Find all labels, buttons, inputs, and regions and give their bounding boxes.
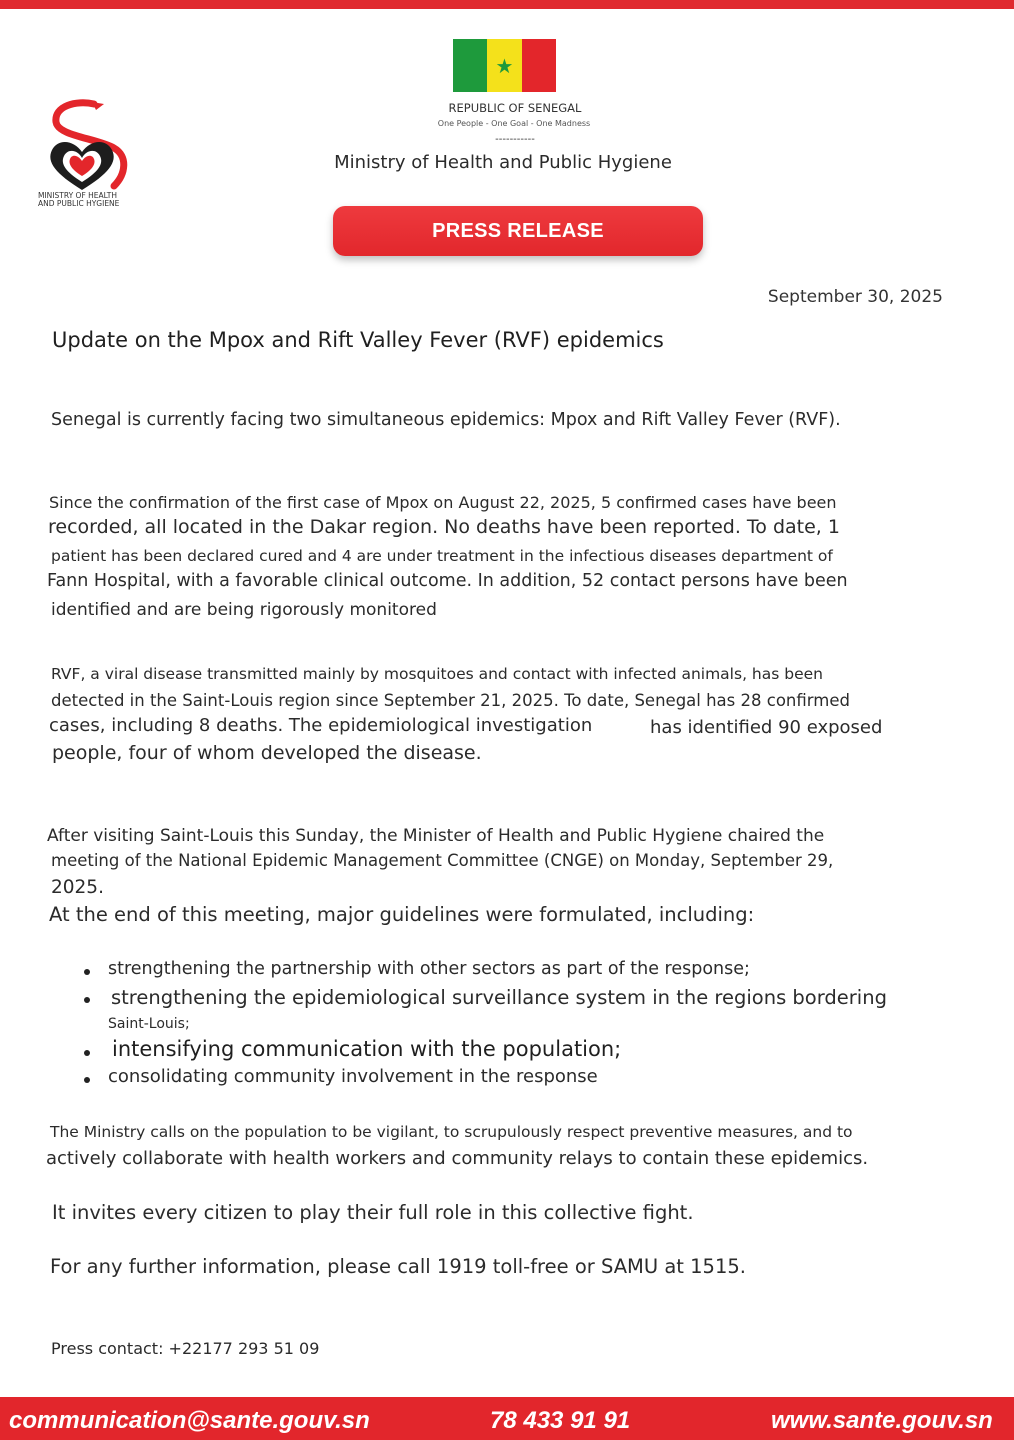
ministry-title: Ministry of Health and Public Hygiene bbox=[334, 152, 672, 173]
list-item: intensifying communication with the population; bbox=[112, 1037, 622, 1061]
mpox-line: patient has been declared cured and 4 are under treatment in the infectious diseases department of bbox=[51, 547, 833, 565]
rvf-line: people, four of whom developed the disease. bbox=[52, 742, 482, 764]
meeting-line: At the end of this meeting, major guidelines were formulated, including: bbox=[49, 903, 755, 926]
logo-caption: MINISTRY OF HEALTH AND PUBLIC HYGIENE bbox=[38, 191, 120, 208]
list-item: consolidating community involvement in the response bbox=[108, 1066, 598, 1087]
mpox-line: recorded, all located in the Dakar region. No deaths have been reported. To date, 1 bbox=[48, 516, 840, 538]
top-red-bar bbox=[0, 0, 1014, 9]
page-title: Update on the Mpox and Rift Valley Fever (RVF) epidemics bbox=[52, 328, 664, 352]
rvf-line: cases, including 8 deaths. The epidemiological investigation bbox=[49, 715, 593, 736]
bullet-icon bbox=[84, 1077, 90, 1083]
footer-website-link[interactable]: www.sante.gouv.sn bbox=[771, 1407, 993, 1434]
meeting-line: meeting of the National Epidemic Management Committee (CNGE) on Monday, September 29, bbox=[51, 851, 834, 870]
list-item: strengthening the epidemiological surveillance system in the regions bordering bbox=[111, 986, 887, 1009]
mpox-line: Since the confirmation of the first case of Mpox on August 22, 2025, 5 confirmed cases have been bbox=[49, 493, 837, 512]
mpox-line: Fann Hospital, with a favorable clinical outcome. In addition, 52 contact persons have been bbox=[47, 571, 848, 591]
header-separator: ----------- bbox=[495, 134, 535, 145]
rvf-line: has identified 90 exposed bbox=[650, 717, 883, 738]
senegal-flag-icon bbox=[453, 39, 556, 92]
call-line: actively collaborate with health workers and community relays to contain these epidemics. bbox=[46, 1148, 869, 1169]
invite-paragraph: It invites every citizen to play their full role in this collective fight. bbox=[52, 1201, 694, 1224]
bullet-icon bbox=[84, 997, 90, 1003]
list-item: strengthening the partnership with other sectors as part of the response; bbox=[108, 959, 750, 979]
press-contact: Press contact: +22177 293 51 09 bbox=[51, 1339, 320, 1358]
mpox-line: identified and are being rigorously monitored bbox=[51, 600, 437, 620]
release-date: September 30, 2025 bbox=[767, 287, 943, 307]
national-motto: One People - One Goal - One Madness bbox=[437, 119, 591, 128]
list-item-continuation: Saint-Louis; bbox=[108, 1016, 190, 1032]
intro-paragraph: Senegal is currently facing two simultaneous epidemics: Mpox and Rift Valley Fever (RVF). bbox=[51, 410, 841, 430]
star-icon: ★ bbox=[495, 53, 514, 78]
call-line: The Ministry calls on the population to be vigilant, to scrupulously respect preventive measures, and to bbox=[50, 1123, 853, 1141]
meeting-line: 2025. bbox=[51, 877, 104, 898]
meeting-line: After visiting Saint-Louis this Sunday, the Minister of Health and Public Hygiene chaired the bbox=[47, 826, 825, 846]
bullet-icon bbox=[84, 1050, 90, 1056]
rvf-line: detected in the Saint-Louis region since September 21, 2025. To date, Senegal has 28 confirmed bbox=[51, 691, 850, 710]
info-paragraph: For any further information, please call 1919 toll-free or SAMU at 1515. bbox=[50, 1255, 746, 1278]
footer-phone[interactable]: 78 433 91 91 bbox=[490, 1407, 631, 1434]
republic-name: REPUBLIC OF SENEGAL bbox=[448, 101, 582, 115]
bullet-icon bbox=[84, 969, 90, 975]
press-release-banner: PRESS RELEASE bbox=[333, 206, 703, 256]
footer-email-link[interactable]: communication@sante.gouv.sn bbox=[9, 1407, 370, 1434]
rvf-line: RVF, a viral disease transmitted mainly by mosquitoes and contact with infected animals, has been bbox=[51, 665, 823, 683]
